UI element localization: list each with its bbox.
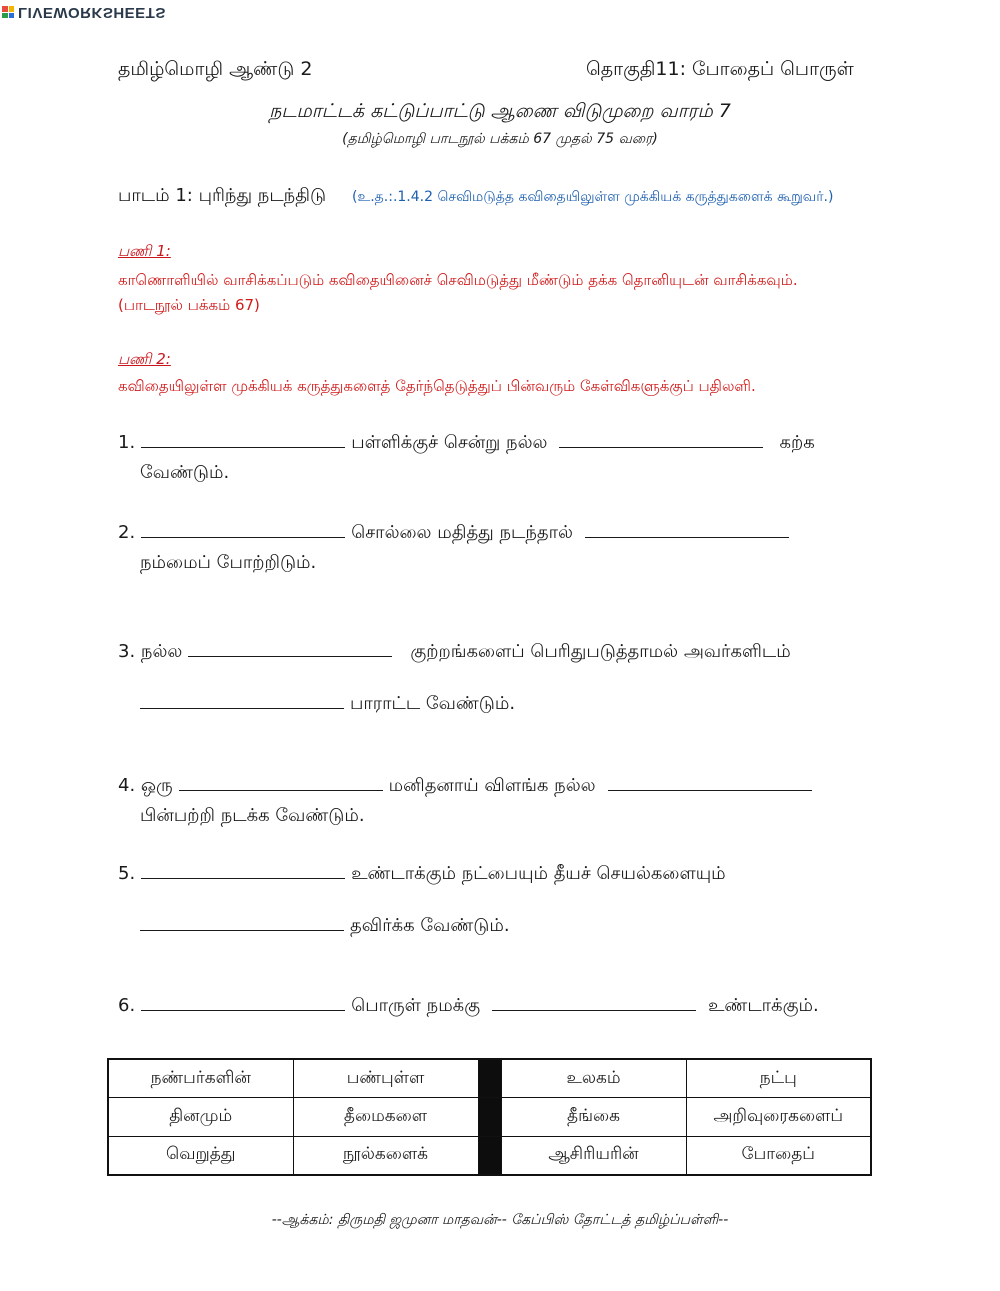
q1-blank-1[interactable] — [141, 446, 345, 448]
q6-blank-1[interactable] — [141, 1009, 345, 1011]
q4-blank-1[interactable] — [179, 789, 383, 791]
word-bank-cell[interactable]: ஆசிரியரின் — [501, 1136, 686, 1175]
lesson-label: பாடம் 1: புரிந்து நடந்திடு — [118, 185, 327, 206]
q1-continuation: வேண்டும். — [140, 462, 230, 483]
question-5 — [118, 863, 726, 886]
word-bank-cell[interactable]: வெறுத்து — [108, 1136, 293, 1175]
q5-text: உண்டாக்கும் நட்பையும் தீயச் செயல்களையும் — [351, 863, 726, 884]
task1-line1: காணொளியில் வாசிக்கப்படும் கவிதையினைச் செவிமடுத்து மீண்டும் தக்க தொனியுடன் வாசிக்கவும். — [118, 271, 798, 289]
word-bank-cell[interactable]: தினமும் — [108, 1098, 293, 1136]
q4-blank-2[interactable] — [608, 789, 812, 791]
q2-blank-1[interactable] — [141, 536, 345, 538]
q3-number: 3. நல்ல — [118, 641, 183, 662]
word-bank-cell[interactable]: போதைப் — [686, 1136, 871, 1175]
page-title: நடமாட்டக் கட்டுப்பாட்டு ஆணை விடுமுறை வாரம் 7 — [269, 100, 731, 122]
q2-number: 2. — [118, 522, 136, 543]
page-footer: --ஆக்கம்: திருமதி ஜமுனா மாதவன்-- கேப்பிஸ் தோட்டத் தமிழ்ப்பள்ளி-- — [271, 1212, 729, 1228]
word-bank-table — [107, 1058, 872, 1176]
q1-end: கற்க — [779, 432, 815, 453]
q4-number: 4. ஒரு — [118, 775, 173, 796]
question-6 — [118, 995, 819, 1018]
word-bank-cell[interactable]: தீங்கை — [501, 1098, 686, 1136]
header-subject: தமிழ்மொழி ஆண்டு 2 — [118, 58, 313, 80]
q3-blank-2[interactable] — [140, 707, 344, 709]
q2-continuation: நம்மைப் போற்றிடும். — [140, 552, 317, 573]
task2-line1: கவிதையிலுள்ள முக்கியக் கருத்துகளைத் தேர்ந்தெடுத்துப் பின்வரும் கேள்விகளுக்குப் பதிலளி. — [118, 377, 756, 395]
q1-text: பள்ளிக்குச் சென்று நல்ல — [351, 432, 548, 453]
lesson-standard: (உ.த.:.1.4.2 செவிமடுத்த கவிதையிலுள்ள முக்கியக் கருத்துகளைக் கூறுவர்.) — [352, 189, 834, 205]
word-bank-cell[interactable]: தீமைகளை — [293, 1098, 478, 1136]
word-bank-row — [108, 1136, 871, 1175]
word-bank-divider — [478, 1098, 501, 1136]
q3-blank-1[interactable] — [188, 655, 392, 657]
q5-number: 5. — [118, 863, 136, 884]
word-bank-cell[interactable]: பண்புள்ள — [293, 1059, 478, 1098]
q3-continuation: பாராட்ட வேண்டும். — [350, 693, 516, 714]
q6-text: பொருள் நமக்கு — [351, 995, 481, 1016]
q6-end: உண்டாக்கும். — [708, 995, 819, 1016]
question-4 — [118, 775, 818, 798]
word-bank-cell[interactable]: நூல்களைக் — [293, 1136, 478, 1175]
word-bank-cell[interactable]: உலகம் — [501, 1059, 686, 1098]
word-bank-cell[interactable]: நண்பர்களின் — [108, 1059, 293, 1098]
page-subtitle: (தமிழ்மொழி பாடநூல் பக்கம் 67 முதல் 75 வரை) — [342, 131, 658, 147]
task1-line2: (பாடநூல் பக்கம் 67) — [118, 296, 260, 314]
word-bank-divider — [478, 1136, 501, 1175]
q4-continuation: பின்பற்றி நடக்க வேண்டும். — [140, 805, 365, 826]
q4-text: மனிதனாய் விளங்க நல்ல — [388, 775, 596, 796]
q6-blank-2[interactable] — [492, 1009, 696, 1011]
q3-text: குற்றங்களைப் பெரிதுபடுத்தாமல் அவர்களிடம் — [410, 641, 791, 662]
q1-blank-2[interactable] — [559, 446, 763, 448]
question-3 — [118, 641, 791, 664]
task1-heading: பணி 1: — [118, 242, 171, 260]
q3-line-2 — [134, 693, 515, 716]
q6-number: 6. — [118, 995, 136, 1016]
task2-heading: பணி 2: — [118, 350, 171, 368]
q5-line-2 — [134, 915, 510, 938]
word-bank-divider — [478, 1059, 501, 1098]
word-bank-row — [108, 1059, 871, 1098]
q2-text: சொல்லை மதித்து நடந்தால் — [351, 522, 573, 543]
header-unit: தொகுதி11: போதைப் பொருள் — [586, 58, 854, 80]
word-bank-cell[interactable]: நட்பு — [686, 1059, 871, 1098]
q1-number: 1. — [118, 432, 136, 453]
q5-blank-2[interactable] — [140, 929, 344, 931]
logo-squares-icon — [2, 6, 14, 18]
word-bank-cell[interactable]: அறிவுரைகளைப் — [686, 1098, 871, 1136]
q2-blank-2[interactable] — [585, 536, 789, 538]
q5-continuation: தவிர்க்க வேண்டும். — [350, 915, 510, 936]
liveworksheets-logo — [2, 2, 166, 22]
logo-text: LIVEWORKSHEETS — [18, 3, 166, 21]
question-1 — [118, 432, 815, 455]
question-2 — [118, 522, 795, 545]
word-bank-row — [108, 1098, 871, 1136]
q5-blank-1[interactable] — [141, 877, 345, 879]
lesson-heading — [118, 185, 833, 208]
